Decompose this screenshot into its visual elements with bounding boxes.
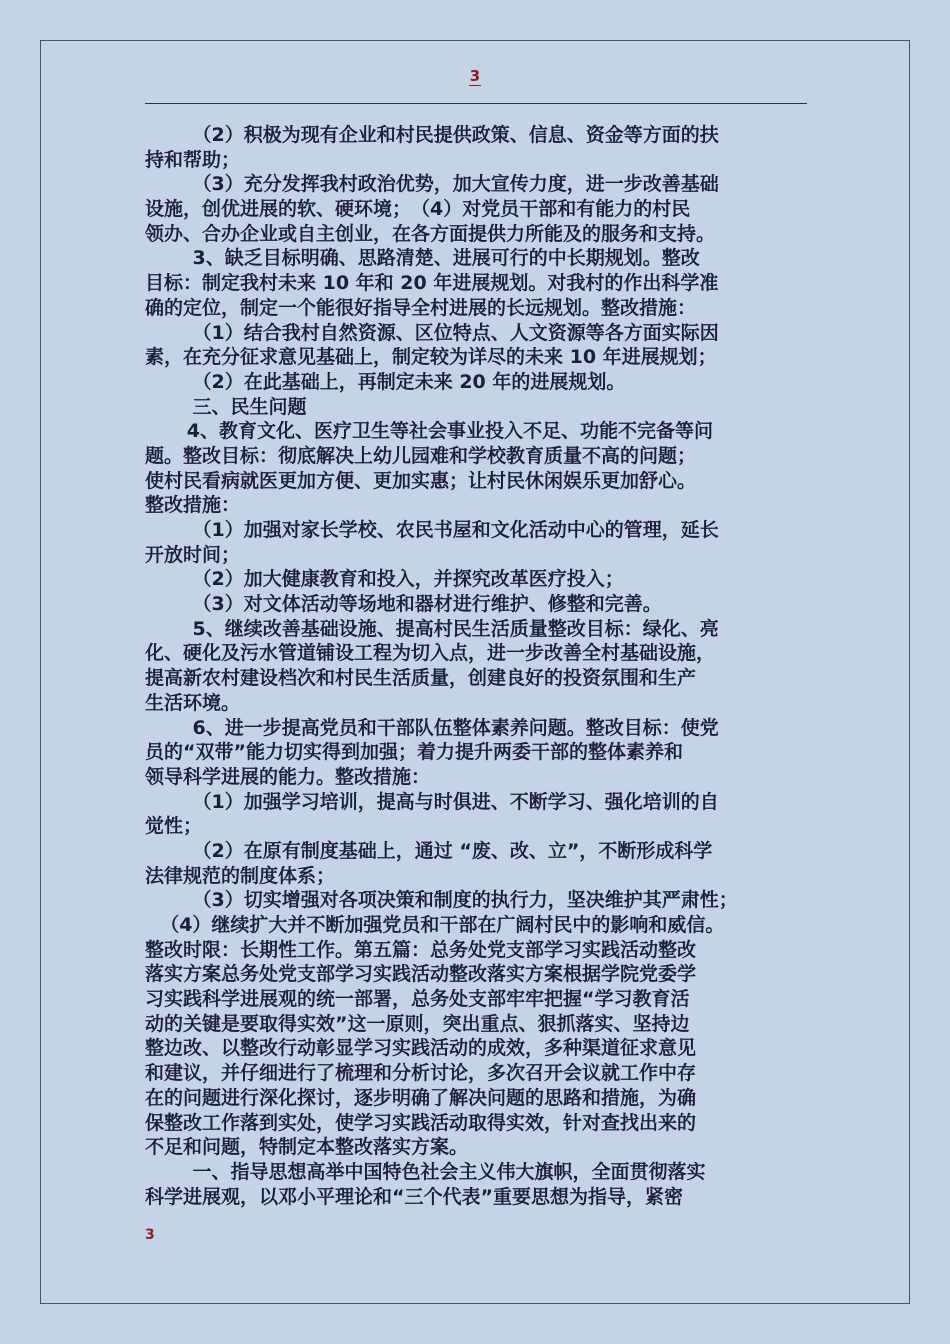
text-line: 目标：制定我村未来 10 年和 20 年进展规划。对我村的作出科学准 bbox=[145, 272, 719, 295]
text-line: 动的关键是要取得实效”这一原则，突出重点、狠抓落实、坚持边 bbox=[145, 1012, 690, 1035]
document-body bbox=[145, 123, 821, 1209]
text-line: 三、民生问题 bbox=[192, 395, 307, 418]
text-line: 科学进展观，以邓小平理论和“三个代表”重要思想为指导，紧密 bbox=[145, 1185, 683, 1208]
text-line: 使村民看病就医更加方便、更加实惠；让村民休闲娱乐更加舒心。 bbox=[145, 469, 697, 492]
text-line: 4、教育文化、医疗卫生等社会事业投入不足、功能不完备等问 bbox=[186, 420, 714, 443]
text-line: （1）结合我村自然资源、区位特点、人文资源等各方面实际因 bbox=[192, 321, 719, 344]
document-page bbox=[40, 40, 910, 1304]
text-line: （3）切实增强对各项决策和制度的执行力，坚决维护其严肃性； bbox=[192, 889, 738, 912]
text-line: 员的“双带”能力切实得到加强；着力提升两委干部的整体素养和 bbox=[145, 741, 683, 764]
text-line: （3）对文体活动等场地和器材进行维护、修整和完善。 bbox=[192, 593, 662, 616]
text-line: 设施，创优进展的软、硬环境； （4）对党员干部和有能力的村民 bbox=[145, 198, 691, 221]
text-line: 3、缺乏目标明确、思路清楚、进展可行的中长期规划。整改 bbox=[192, 247, 700, 270]
text-line: 不足和问题，特制定本整改落实方案。 bbox=[145, 1136, 469, 1159]
text-line: （2）积极为现有企业和村民提供政策、信息、资金等方面的扶 bbox=[192, 124, 719, 146]
text-line: 在的问题进行深化探讨，逐步明确了解决问题的思路和措施，为确 bbox=[145, 1086, 697, 1109]
text-line: 和建议，并仔细进行了梳理和分析讨论，多次召开会议就工作中存 bbox=[145, 1062, 697, 1085]
text-line: 落实方案总务处党支部学习实践活动整改落实方案根据学院党委学 bbox=[145, 963, 697, 986]
text-line: 持和帮助； bbox=[145, 148, 241, 171]
text-line: 化、硬化及污水管道铺设工程为切入点，进一步改善全村基础设施， bbox=[145, 642, 716, 665]
text-line: 法律规范的制度体系； bbox=[145, 864, 336, 887]
text-line: 素，在充分征求意见基础上，制定较为详尽的未来 10 年进展规划； bbox=[145, 346, 717, 369]
text-line: 整改措施： bbox=[145, 494, 241, 517]
text-line: 6、进一步提高党员和干部队伍整体素养问题。整改目标：使党 bbox=[192, 716, 719, 739]
text-line: 生活环境。 bbox=[145, 691, 241, 714]
text-line: 提高新农村建设档次和村民生活质量，创建良好的投资氛围和生产 bbox=[145, 667, 697, 690]
text-line: （1）加强学习培训，提高与时俱进、不断学习、强化培训的自 bbox=[192, 790, 719, 813]
text-line: 题。整改目标：彻底解决上幼儿园难和学校教育质量不高的问题； bbox=[145, 444, 697, 467]
text-line: 整边改、以整改行动彰显学习实践活动的成效，多种渠道征求意见 bbox=[145, 1037, 697, 1060]
text-line: 一、指导思想高举中国特色社会主义伟大旗帜，全面贯彻落实 bbox=[192, 1160, 706, 1183]
text-line: （1）加强对家长学校、农民书屋和文化活动中心的管理，延长 bbox=[192, 519, 719, 541]
text-line: 觉性； bbox=[145, 815, 203, 838]
text-line: 领导科学进展的能力。整改措施： bbox=[145, 765, 431, 788]
text-line: （2）加大健康教育和投入，并探究改革医疗投入； bbox=[192, 568, 624, 591]
text-line: 整改时限：长期性工作。第五篇：总务处党支部学习实践活动整改 bbox=[145, 938, 697, 961]
text-line: 确的定位，制定一个能很好指导全村进展的长远规划。整改措施： bbox=[145, 296, 697, 319]
text-line: （3）充分发挥我村政治优势，加大宣传力度，进一步改善基础 bbox=[192, 173, 719, 196]
text-line: 开放时间； bbox=[145, 543, 241, 566]
page-number-footer: 3 bbox=[145, 1227, 155, 1243]
text-line: （2）在原有制度基础上，通过 “废、改、立”，不断形成科学 bbox=[192, 839, 713, 862]
text-line: （4）继续扩大并不断加强党员和干部在广阔村民中的影响和威信。 bbox=[160, 914, 725, 936]
text-line: 保整改工作落到实处，使学习实践活动取得实效，针对查找出来的 bbox=[145, 1111, 697, 1134]
text-line: 5、继续改善基础设施、提高村民生活质量整改目标：绿化、亮 bbox=[192, 617, 719, 640]
page-number-header: 3 bbox=[469, 67, 481, 85]
text-line: （2）在此基础上，再制定未来 20 年的进展规划。 bbox=[192, 370, 626, 393]
header-rule bbox=[145, 103, 807, 104]
text-line: 习实践科学进展观的统一部署，总务处支部牢牢把握“学习教育活 bbox=[145, 988, 690, 1011]
text-line: 领办、合办企业或自主创业，在各方面提供力所能及的服务和支持。 bbox=[145, 222, 716, 245]
